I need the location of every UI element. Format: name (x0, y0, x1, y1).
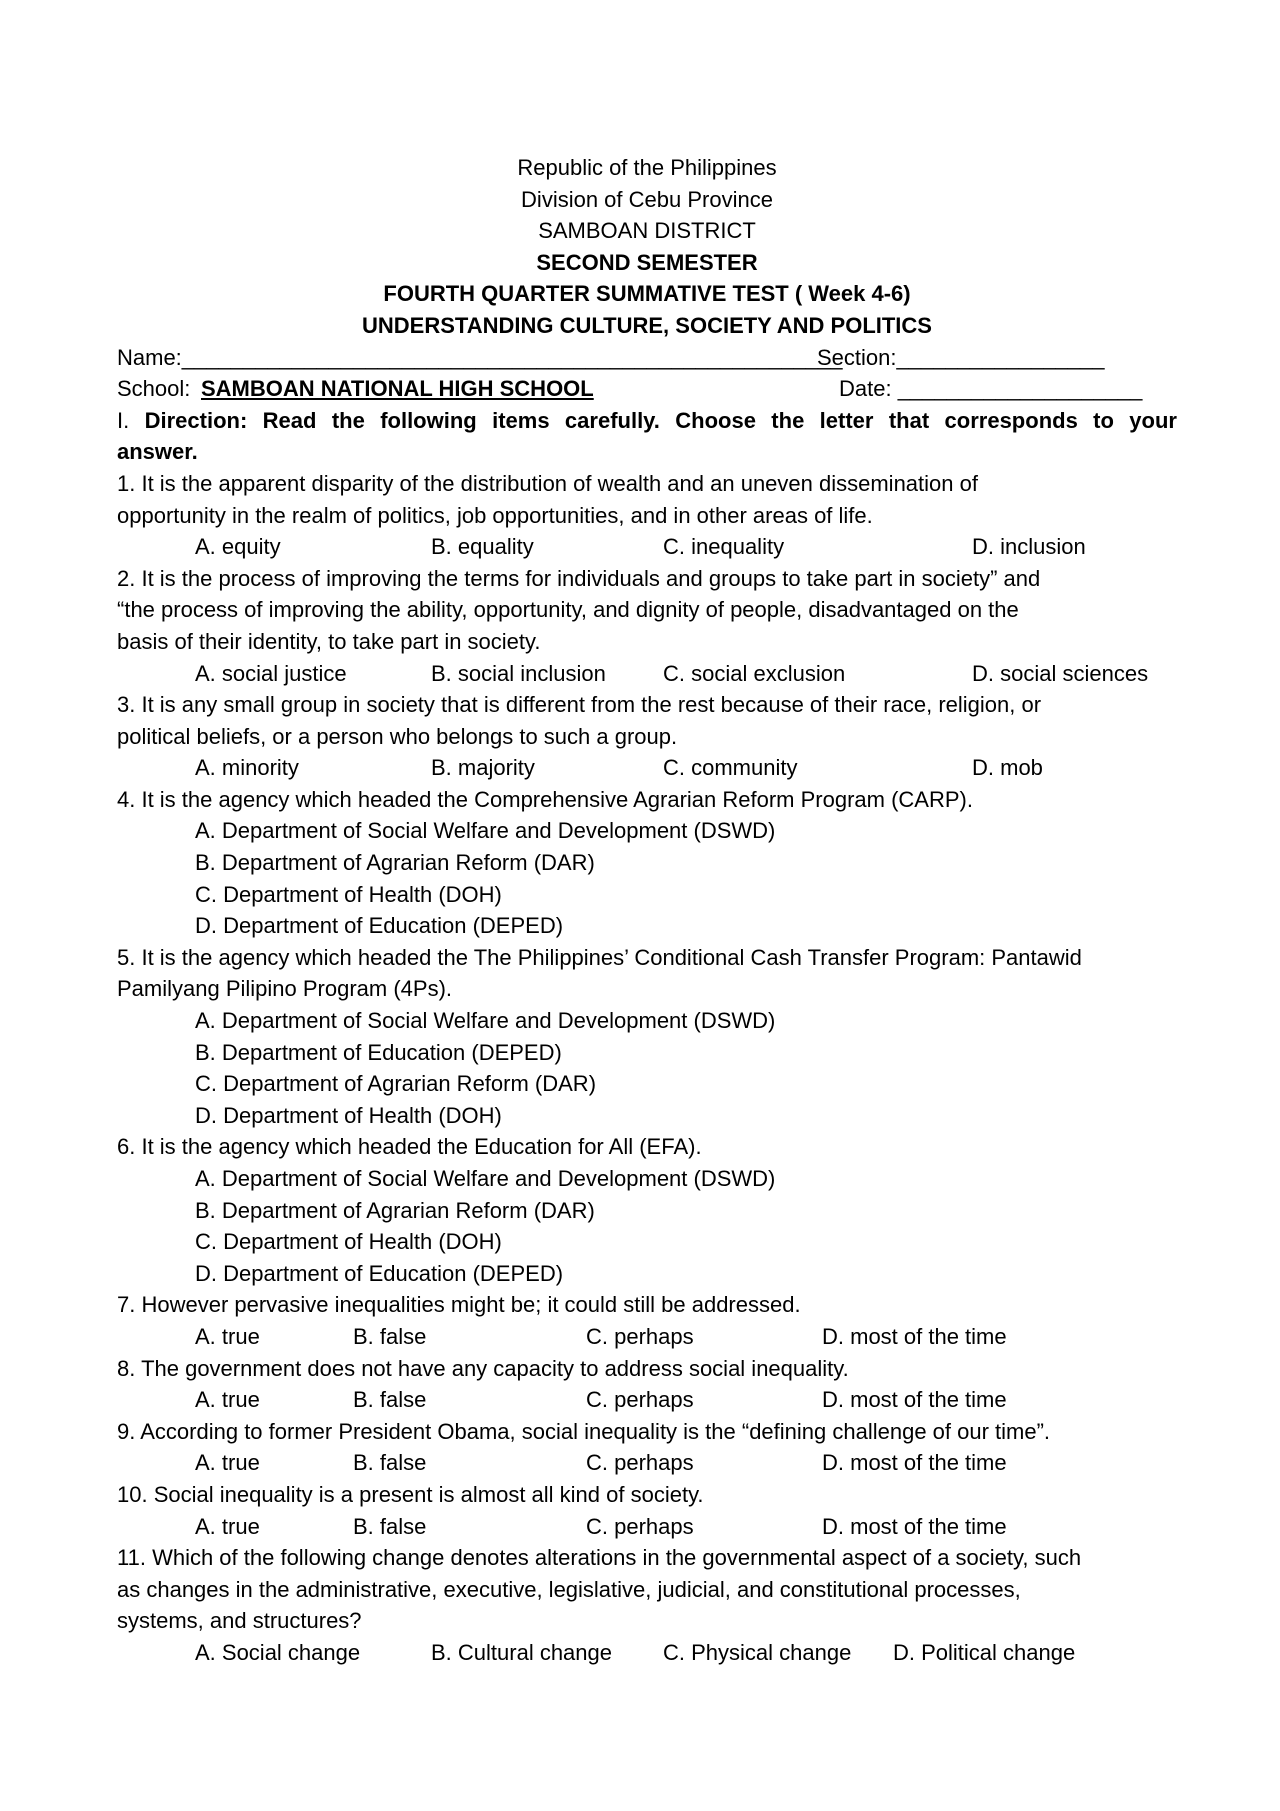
direction-prefix: I. (117, 407, 130, 433)
answer-option[interactable]: D. social sciences (972, 660, 1149, 686)
question (117, 1479, 1177, 1542)
answer-option[interactable]: B. false (353, 1387, 427, 1413)
answer-option[interactable]: A. Social change (195, 1639, 361, 1665)
question-text: 1. It is the apparent disparity of the distribution of wealth and an uneven dissemination of (117, 470, 978, 496)
question (117, 1542, 1177, 1668)
test-paper (117, 152, 1177, 1669)
answer-option[interactable]: D. most of the time (822, 1323, 1007, 1349)
answer-option[interactable]: B. equality (431, 534, 534, 560)
answer-option[interactable]: A. equity (195, 534, 281, 560)
header-district: SAMBOAN DISTRICT (538, 218, 756, 244)
name-field[interactable]: Name:______________________________________________________ (117, 344, 843, 370)
section-field[interactable]: Section:_________________ (817, 344, 1105, 370)
answer-option[interactable]: C. inequality (663, 534, 785, 560)
question-list (117, 468, 1177, 1669)
answer-option[interactable]: C. Department of Health (DOH) (195, 881, 502, 907)
question (117, 468, 1177, 563)
answer-options-row (117, 1447, 1177, 1479)
answer-option[interactable]: C. perhaps (586, 1323, 694, 1349)
direction-line-2: answer. (117, 439, 198, 465)
question-text: 3. It is any small group in society that is different from the rest because of their race, religion, or (117, 692, 1042, 718)
answer-option[interactable]: B. social inclusion (431, 660, 606, 686)
answer-option[interactable]: A. true (195, 1387, 260, 1413)
school-label: School: (117, 376, 191, 402)
answer-option[interactable]: D. mob (972, 755, 1043, 781)
question-text: 11. Which of the following change denotes alterations in the governmental aspect of a society, such (117, 1545, 1082, 1571)
question-text: Pamilyang Pilipino Program (4Ps). (117, 976, 453, 1002)
answer-option[interactable]: D. Department of Education (DEPED) (195, 1260, 564, 1286)
question (117, 1416, 1177, 1479)
answer-option[interactable]: D. Department of Health (DOH) (195, 1102, 502, 1128)
question-text: 9. According to former President Obama, social inequality is the “defining challenge of our time”. (117, 1418, 1051, 1444)
question (117, 1131, 1177, 1289)
answer-option[interactable]: C. perhaps (586, 1450, 694, 1476)
question-text: 2. It is the process of improving the terms for individuals and groups to take part in society” and (117, 565, 1041, 591)
answer-option[interactable]: B. Cultural change (431, 1639, 612, 1665)
answer-option[interactable]: A. true (195, 1323, 260, 1349)
school-date-row (117, 373, 1177, 405)
school-value: SAMBOAN NATIONAL HIGH SCHOOL (201, 376, 594, 402)
answer-option[interactable]: C. perhaps (586, 1513, 694, 1539)
answer-option[interactable]: A. true (195, 1513, 260, 1539)
direction-text: Direction: Read the following items carefully. Choose the letter that corresponds to your (144, 407, 1177, 433)
question (117, 563, 1177, 689)
question-text: 6. It is the agency which headed the Education for All (EFA). (117, 1134, 702, 1160)
answer-options-row (117, 1321, 1177, 1353)
answer-option[interactable]: A. Department of Social Welfare and Development (DSWD) (195, 1166, 776, 1191)
header-republic: Republic of the Philippines (517, 155, 777, 180)
answer-option[interactable]: D. Political change (893, 1639, 1076, 1665)
answer-options-row (117, 531, 1177, 563)
answer-options-row (117, 752, 1177, 784)
answer-option[interactable]: D. most of the time (822, 1450, 1007, 1476)
question-text: 4. It is the agency which headed the Comprehensive Agrarian Reform Program (CARP). (117, 786, 973, 812)
answer-option[interactable]: B. false (353, 1323, 427, 1349)
direction-line-1 (117, 405, 1177, 437)
answer-option[interactable]: C. community (663, 755, 798, 781)
answer-option[interactable]: C. Department of Agrarian Reform (DAR) (195, 1071, 597, 1097)
question (117, 784, 1177, 942)
answer-option[interactable]: A. true (195, 1450, 260, 1476)
question-text: opportunity in the realm of politics, job opportunities, and in other areas of life. (117, 502, 873, 528)
answer-option[interactable]: B. majority (431, 755, 535, 781)
answer-option[interactable]: B. Department of Agrarian Reform (DAR) (195, 1197, 595, 1223)
question-text: basis of their identity, to take part in society. (117, 628, 541, 654)
question-text: as changes in the administrative, executive, legislative, judicial, and constitutional processes, (117, 1576, 1021, 1602)
answer-option[interactable]: A. Department of Social Welfare and Development (DSWD) (195, 1008, 776, 1034)
question-text: 7. However pervasive inequalities might be; it could still be addressed. (117, 1292, 801, 1318)
answer-option[interactable]: D. most of the time (822, 1513, 1007, 1539)
answer-option[interactable]: B. Department of Agrarian Reform (DAR) (195, 850, 595, 876)
answer-option[interactable]: B. Department of Education (DEPED) (195, 1039, 562, 1065)
question (117, 1289, 1177, 1352)
question (117, 942, 1177, 1132)
question (117, 1353, 1177, 1416)
answer-option[interactable]: C. Department of Health (DOH) (195, 1229, 502, 1255)
question-text: 5. It is the agency which headed the The Philippines’ Conditional Cash Transfer Program: Pantawid (117, 944, 1082, 970)
question-text: 10. Social inequality is a present is almost all kind of society. (117, 1481, 704, 1507)
header-subject: UNDERSTANDING CULTURE, SOCIETY AND POLITICS (362, 312, 932, 338)
answer-options-row (117, 1511, 1177, 1543)
date-field[interactable]: Date: ____________________ (839, 376, 1143, 402)
answer-options-row (117, 658, 1177, 690)
answer-option[interactable]: D. inclusion (972, 534, 1086, 560)
answer-options-row (117, 1384, 1177, 1416)
answer-option[interactable]: B. false (353, 1513, 427, 1539)
header-semester: SECOND SEMESTER (536, 249, 758, 275)
answer-option[interactable]: A. Department of Social Welfare and Development (DSWD) (195, 818, 776, 844)
header-test-title: FOURTH QUARTER SUMMATIVE TEST ( Week 4-6) (383, 281, 911, 307)
answer-option[interactable]: D. most of the time (822, 1387, 1007, 1413)
question-text: “the process of improving the ability, opportunity, and dignity of people, disadvantaged on the (117, 597, 1019, 623)
answer-option[interactable]: B. false (353, 1450, 427, 1476)
answer-option[interactable]: A. social justice (195, 660, 347, 686)
question (117, 689, 1177, 784)
question-text: political beliefs, or a person who belongs to such a group. (117, 723, 678, 749)
answer-options-row (117, 1637, 1177, 1669)
answer-option[interactable]: C. perhaps (586, 1387, 694, 1413)
header-division: Division of Cebu Province (521, 186, 773, 212)
question-text: systems, and structures? (117, 1608, 362, 1634)
answer-option[interactable]: A. minority (195, 755, 299, 781)
answer-option[interactable]: C. Physical change (663, 1639, 852, 1665)
name-section-row (117, 342, 1177, 374)
answer-option[interactable]: D. Department of Education (DEPED) (195, 913, 564, 939)
question-text: 8. The government does not have any capacity to address social inequality. (117, 1355, 849, 1381)
answer-option[interactable]: C. social exclusion (663, 660, 846, 686)
